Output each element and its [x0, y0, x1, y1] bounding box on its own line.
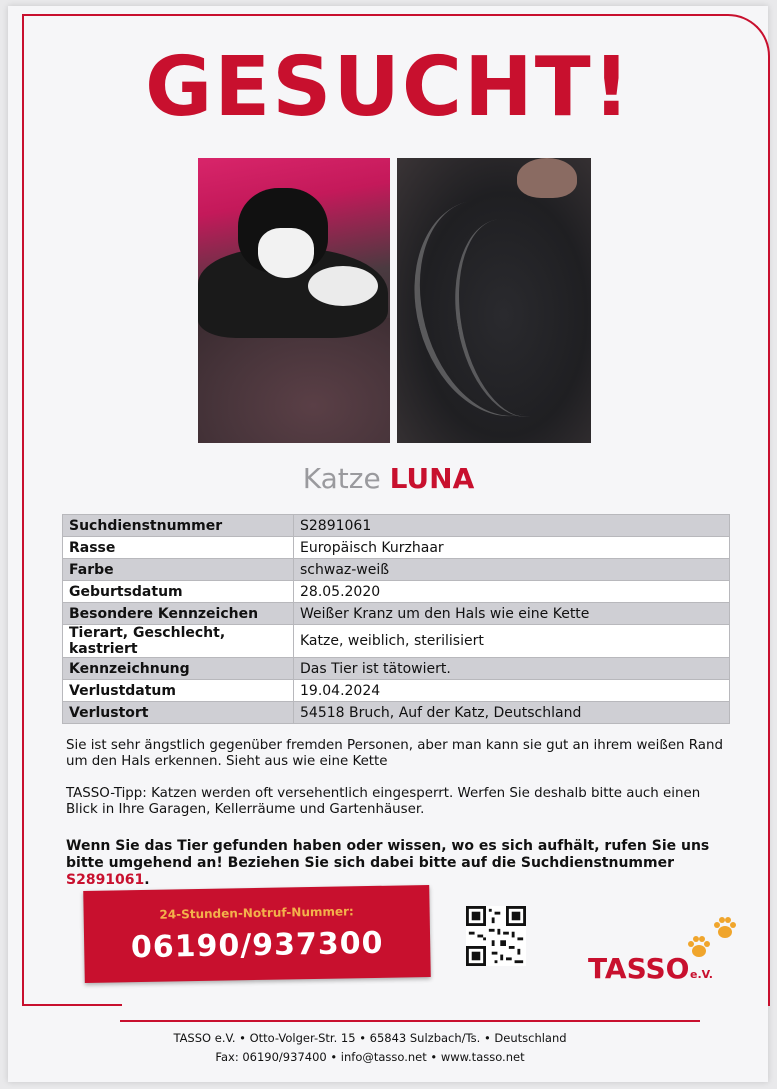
- table-row: [63, 702, 730, 724]
- detail-label: Verlustdatum: [63, 680, 294, 702]
- call-to-action-number: S2891061: [66, 872, 145, 888]
- paw-print-icon: [686, 934, 712, 960]
- detail-label: Tierart, Geschlecht, kastriert: [63, 625, 294, 658]
- qr-code-icon[interactable]: [466, 906, 526, 966]
- detail-label: Verlustort: [63, 702, 294, 724]
- call-to-action-text: Wenn Sie das Tier gefunden haben oder wissen, wo es sich aufhält, rufen Sie uns bitte umgehend an! Beziehen Sie sich dabei bitte auf die Suchdienstnummer: [66, 838, 710, 871]
- detail-label: Rasse: [63, 537, 294, 559]
- tasso-logo-suffix: e.V.: [690, 968, 713, 981]
- table-row: [63, 515, 730, 537]
- table-row: [63, 537, 730, 559]
- detail-value: Weißer Kranz um den Hals wie eine Kette: [294, 603, 730, 625]
- hotline-box: [83, 885, 431, 983]
- footer-divider: [120, 1020, 700, 1022]
- detail-value: Europäisch Kurzhaar: [294, 537, 730, 559]
- details-table: [62, 514, 730, 724]
- animal-name-heading: [0, 462, 777, 495]
- detail-value: S2891061: [294, 515, 730, 537]
- table-row: [63, 658, 730, 680]
- detail-label: Geburtsdatum: [63, 581, 294, 603]
- detail-value: schwaz-weiß: [294, 559, 730, 581]
- tasso-tip-text: TASSO-Tipp: Katzen werden oft versehentlich eingesperrt. Werfen Sie deshalb bitte auch einen Blick in Ihre Garagen, Kellerräume und Gartenhäuser.: [66, 786, 701, 817]
- detail-label: Suchdienstnummer: [63, 515, 294, 537]
- poster-title: GESUCHT!: [144, 40, 633, 135]
- hotline-number[interactable]: 06190/937300: [130, 925, 384, 966]
- paw-print-icon: [712, 915, 738, 941]
- call-to-action: [66, 838, 726, 889]
- poster-frame-bottom: [22, 1004, 122, 1006]
- cat-photo-back: [397, 158, 591, 443]
- animal-name: LUNA: [389, 462, 475, 495]
- table-row: [63, 603, 730, 625]
- table-row: [63, 581, 730, 603]
- table-row: [63, 680, 730, 702]
- hotline-label: 24-Stunden-Notruf-Nummer:: [159, 904, 354, 922]
- detail-value: Katze, weiblich, sterilisiert: [294, 625, 730, 658]
- detail-label: Kennzeichnung: [63, 658, 294, 680]
- call-to-action-end: .: [144, 872, 150, 888]
- detail-value: 28.05.2020: [294, 581, 730, 603]
- cat-photo-front: [198, 158, 390, 443]
- tasso-logo: TASSO: [588, 952, 690, 985]
- detail-value: 54518 Bruch, Auf der Katz, Deutschland: [294, 702, 730, 724]
- detail-value: 19.04.2024: [294, 680, 730, 702]
- detail-label: Farbe: [63, 559, 294, 581]
- table-row: [63, 625, 730, 658]
- footer-address: TASSO e.V. • Otto-Volger-Str. 15 • 65843 Sulzbach/Ts. • Deutschland: [173, 1031, 567, 1045]
- animal-type: Katze: [302, 462, 381, 495]
- footer-contact: Fax: 06190/937400 • info@tasso.net • www.tasso.net: [215, 1050, 525, 1064]
- description-text: Sie ist sehr ängstlich gegenüber fremden Personen, aber man kann sie gut an ihrem weißen Rand um den Hals erkennen. Sieht aus wie eine Kette: [66, 738, 723, 769]
- detail-value: Das Tier ist tätowiert.: [294, 658, 730, 680]
- detail-label: Besondere Kennzeichen: [63, 603, 294, 625]
- table-row: [63, 559, 730, 581]
